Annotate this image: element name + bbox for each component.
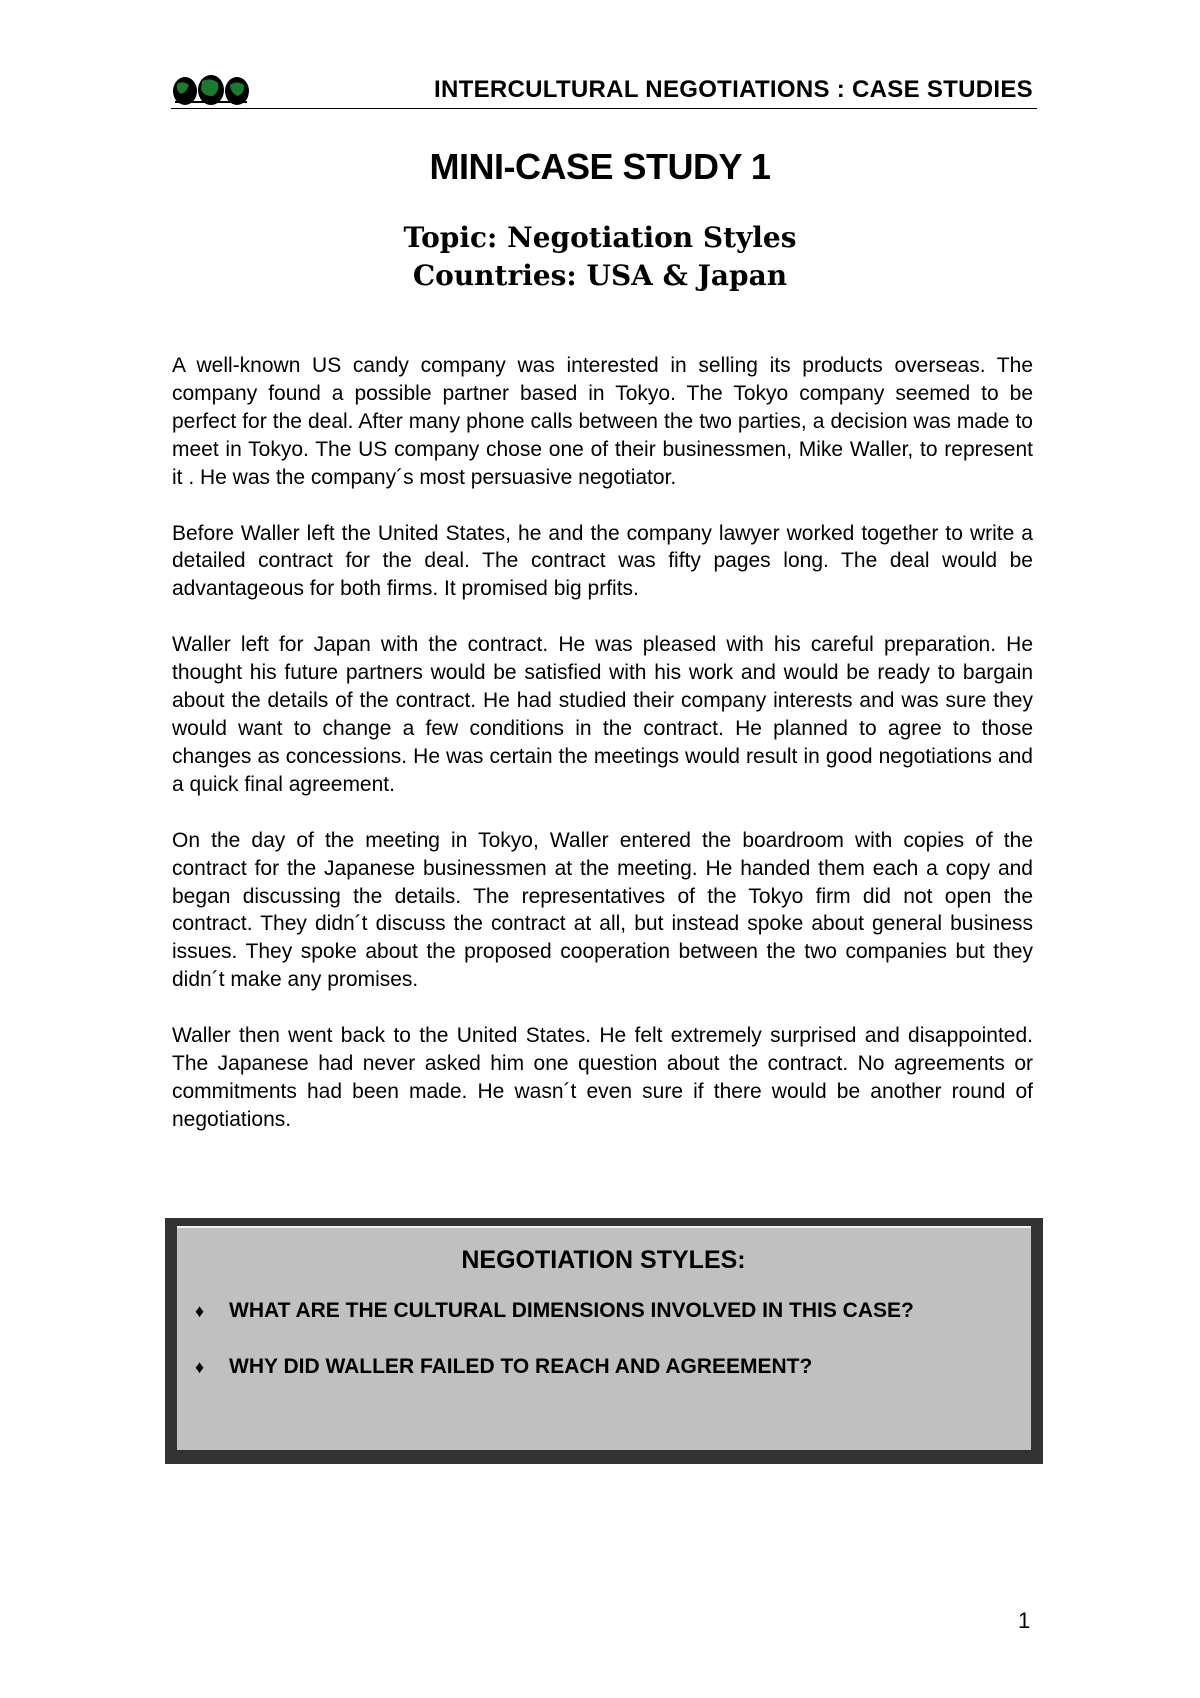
topic-block <box>0 219 1200 295</box>
paragraph-1: A well-known US candy company was interested in selling its products overseas. The company found a possible partner based in Tokyo. The Tokyo company seemed to be perfect for the deal. After many phone calls between the two parties, a decision was made to meet in Tokyo. The US company chose one of their businessmen, Mike Waller, to represent it . He was the company´s most persuasive negotiator. <box>172 354 1033 489</box>
paragraph-3: Waller left for Japan with the contract. He was pleased with his careful preparation. He thought his future partners would be satisfied with his work and would be ready to bargain about the details of the contract. He had studied their company interests and was sure they would want to change a few conditions in the contract. He planned to agree to those changes as concessions. He was certain the meetings would result in good negotiations and a quick final agreement. <box>172 633 1033 796</box>
paragraph-4: On the day of the meeting in Tokyo, Waller entered the boardroom with copies of the contract for the Japanese businessmen at the meeting. He handed them each a copy and began discussing the details. The representatives of the Tokyo firm did not open the contract. They didn´t discuss the contract at all, but instead spoke about general business issues. They spoke about the proposed cooperation between the two companies but they didn´t make any promises. <box>172 828 1033 992</box>
paragraph-2: Before Waller left the United States, he and the company lawyer worked together to write a detailed contract for the deal. The contract was fifty pages long. The deal would be advantageous for both firms. It promised big prfits. <box>172 521 1033 601</box>
countries-line: Countries: USA & Japan <box>412 259 788 292</box>
page-number: 1 <box>1018 1608 1031 1633</box>
diamond-bullet-icon: ♦ <box>195 1357 205 1377</box>
case-body <box>172 352 1033 1162</box>
header-title: INTERCULTURAL NEGOTIATIONS : CASE STUDIES <box>434 76 1033 103</box>
question-text: WHAT ARE THE CULTURAL DIMENSIONS INVOLVED IN THIS CASE? <box>229 1299 914 1322</box>
case-title: MINI-CASE STUDY 1 <box>429 146 771 187</box>
globe-logo-icon <box>171 72 251 108</box>
diamond-bullet-icon: ♦ <box>195 1301 205 1321</box>
question-item <box>191 1353 1016 1381</box>
topic-line: Topic: Negotiation Styles <box>403 221 797 254</box>
questions-heading: NEGOTIATION STYLES: <box>461 1246 746 1274</box>
questions-box <box>165 1218 1043 1464</box>
paragraph-5: Waller then went back to the United States. He felt extremely surprised and disappointed. The Japanese had never asked him one question about the contract. No agreements or commitments had been made. He wasn´t even sure if there would be another round of negotiations. <box>172 1024 1033 1131</box>
question-item <box>191 1297 1016 1325</box>
page-header <box>171 70 1037 109</box>
questions-panel <box>177 1226 1031 1450</box>
question-text: WHY DID WALLER FAILED TO REACH AND AGREEMENT? <box>229 1355 813 1378</box>
